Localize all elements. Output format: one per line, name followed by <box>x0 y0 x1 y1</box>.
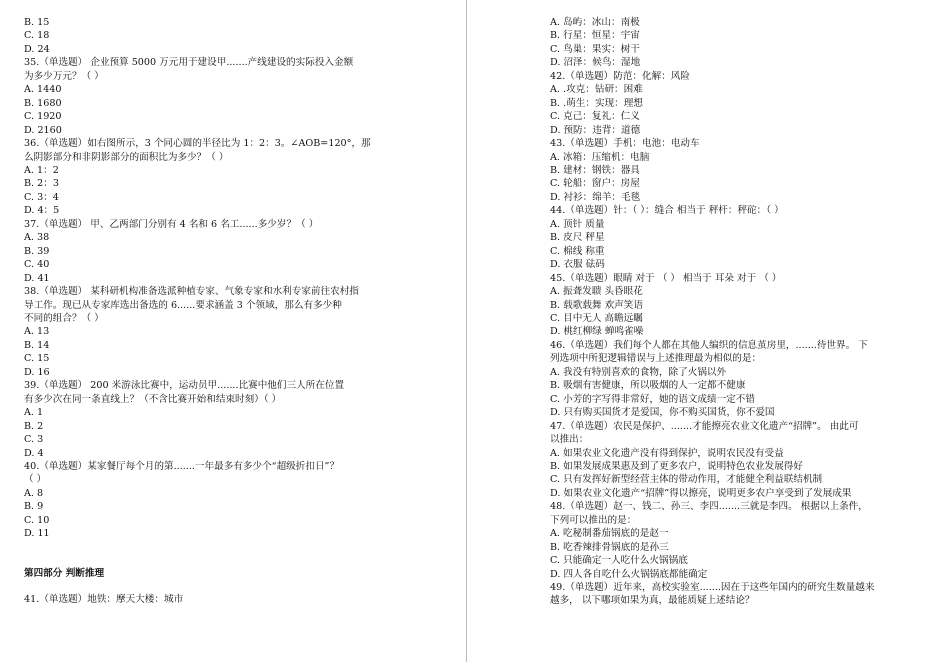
option: A. 顶针 质量 <box>550 218 605 230</box>
option: B. 吸烟有害健康，所以吸烟的人一定都不健康 <box>550 380 746 392</box>
option: A. 如果农业文化遗产没有得到保护，说明农民没有受益 <box>550 447 784 459</box>
option: C. 轮船：窗户：房屋 <box>550 178 640 190</box>
question-text: 47.（单选题）农民是保护、.......才能擦亮农业文化遗产“招牌”。 由此可 <box>550 420 859 432</box>
question-44 <box>550 204 902 271</box>
option: C. 克己：复礼：仁义 <box>550 111 640 123</box>
option: A. 冰箱：压缩机：电脑 <box>550 151 650 163</box>
question-46 <box>550 339 902 420</box>
question-text: 43.（单选题）手机：电池：电动车 <box>550 138 700 150</box>
option: D. 预防：违背：道德 <box>550 124 641 136</box>
question-41 <box>24 593 396 606</box>
question-text: 么阴影部分和非阴影部分的面积比为多少？（ ） <box>24 151 229 163</box>
page-divider <box>466 0 467 662</box>
option: D. 24 <box>24 43 50 55</box>
option: A. 8 <box>24 487 44 499</box>
option: C. 18 <box>24 30 50 42</box>
question-47 <box>550 420 902 501</box>
option: D. 16 <box>24 366 50 378</box>
option: D. 2160 <box>24 124 62 136</box>
question-37 <box>24 218 396 285</box>
option: B. 1680 <box>24 97 62 109</box>
option: B. 2 <box>24 420 44 432</box>
question-text: 45.（单选题）眼睛 对于 （ ） 相当于 耳朵 对于 （ ） <box>550 272 782 284</box>
option: A. 1 <box>24 407 44 419</box>
section-title: 第四部分 判断推理 <box>24 567 105 579</box>
option: D. 如果农业文化遗产“招牌”得以擦亮，说明更多农户享受到了发展成果 <box>550 487 852 499</box>
left-column <box>24 16 396 607</box>
question-text: （ ） <box>24 474 47 486</box>
option: C. 3 <box>24 434 44 446</box>
option: C. 只有发挥好新型经营主体的带动作用，才能健全利益联结机制 <box>550 474 823 486</box>
question-text: 不同的组合？（ ） <box>24 312 104 324</box>
option: B. 如果发展成果惠及到了更多农户，说明特色农业发展得好 <box>550 460 803 472</box>
question-text: 35.（单选题） 企业预算 5000 万元用于建设甲.......产线建设的实际投入金额 <box>24 57 354 69</box>
option: C. 1920 <box>24 111 62 123</box>
option: D. 4：5 <box>24 205 60 217</box>
option: B. 39 <box>24 245 50 257</box>
option: B. 行星：恒星：宇宙 <box>550 30 640 42</box>
question-36 <box>24 137 396 218</box>
question-text: 39.（单选题） 200 米游泳比赛中，运动员甲.......比赛中他们三人所在位置 <box>24 380 345 392</box>
question-text: 列选项中所犯逻辑错误与上述推理最为相似的是： <box>550 353 762 365</box>
option: B. .萌生：实现：理想 <box>550 97 643 109</box>
option: A. 13 <box>24 326 50 338</box>
option: D. 衬衫：绵羊：毛毯 <box>550 191 641 203</box>
spacer <box>24 580 396 593</box>
option: D. 41 <box>24 272 50 284</box>
option: A. 1440 <box>24 84 62 96</box>
question-text: 41.（单选题）地铁：摩天大楼：城市 <box>24 594 184 606</box>
question-text: 以推出： <box>550 434 589 446</box>
option: B. 9 <box>24 501 44 513</box>
option: C. 棉线 称重 <box>550 245 605 257</box>
question-text: 38.（单选题） 某科研机构准备选派种植专家、气象专家和水利专家前往农村指 <box>24 286 359 298</box>
question-45 <box>550 272 902 339</box>
question-48 <box>550 500 902 581</box>
question-text: 下列可以推出的是： <box>550 514 637 526</box>
question-40 <box>24 460 396 541</box>
question-text: 44.（单选题）针：（ ）：缝合 相当于 秤杆：秤砣：（ ） <box>550 205 784 217</box>
question-text: 越多， 以下哪项如果为真，最能质疑上述结论？ <box>550 595 755 607</box>
option: C. 目中无人 高瞻远瞩 <box>550 312 643 324</box>
option: D. 桃红柳绿 蝉鸣雀噪 <box>550 326 644 338</box>
option: B. 吃香辣排骨锅底的是孙三 <box>550 541 669 553</box>
question-text: 42.（单选题）防范：化解：风险 <box>550 70 690 82</box>
option: B. 皮尺 秤星 <box>550 232 605 244</box>
question-text: 导工作。现已从专家库选出备选的 6......要求涵盖 3 个领域，那么有多少种 <box>24 299 342 311</box>
option: D. 4 <box>24 447 44 459</box>
option: C. 10 <box>24 514 50 526</box>
option: A. 吃秘制番茄锅底的是赵一 <box>550 528 669 540</box>
right-column <box>550 16 902 608</box>
option: C. 小芳的字写得非常好，她的语文成绩一定不错 <box>550 393 755 405</box>
right-page <box>468 0 935 662</box>
question-text: 为多少万元？（ ） <box>24 70 104 82</box>
option: A. 我没有特别喜欢的食物，除了火锅以外 <box>550 366 727 378</box>
question-42 <box>550 70 902 137</box>
option: B. 14 <box>24 339 50 351</box>
option: A. 岛屿：冰山：南极 <box>550 17 640 28</box>
question-text: 46.（单选题）我们每个人都在其他人编织的信息茧房里，.......待世界。 下 <box>550 339 868 351</box>
option: C. 40 <box>24 259 50 271</box>
option: A. 振聋发聩 头昏眼花 <box>550 286 643 298</box>
option: B. 2：3 <box>24 178 59 190</box>
left-page <box>0 0 466 662</box>
option: C. 鸟巢：果实：树干 <box>550 43 640 55</box>
option-list-q34 <box>24 16 396 56</box>
question-39 <box>24 379 396 460</box>
question-38 <box>24 285 396 379</box>
option: C. 只能确定一人吃什么火锅锅底 <box>550 555 688 567</box>
option: D. 衣服 砝码 <box>550 259 605 271</box>
question-text: 有多少次在同一条直线上？（不含比赛开始和结束时刻）（ ） <box>24 393 282 405</box>
question-text: 37.（单选题） 甲、乙两部门分别有 4 名和 6 名工......多少岁？（ ） <box>24 218 319 230</box>
question-35 <box>24 56 396 137</box>
question-text: 48.（单选题）赵一、钱二、孙三、李四.......三就是李四。 根据以上条件， <box>550 501 868 513</box>
question-43 <box>550 137 902 204</box>
option: A. 38 <box>24 232 50 244</box>
question-49 <box>550 581 902 608</box>
question-text: 36.（单选题）如右图所示，3 个同心圆的半径比为 1：2：3。∠AOB=120°，那 <box>24 138 371 150</box>
option-list-q41 <box>550 16 902 70</box>
option: A. .攻克：钻研：困难 <box>550 84 643 96</box>
spacer <box>24 541 396 567</box>
option: A. 1：2 <box>24 164 59 176</box>
option: D. 只有购买国货才是爱国，你不购买国货，你不爱国 <box>550 407 775 419</box>
question-text: 49.（单选题）近年来，高校实验室.......因在于这些年国内的研究生数量越来 <box>550 582 875 594</box>
option: C. 15 <box>24 353 50 365</box>
option: D. 沼泽：候鸟：湿地 <box>550 57 641 69</box>
option: B. 15 <box>24 17 50 28</box>
option: D. 11 <box>24 528 50 540</box>
question-text: 40.（单选题）某家餐厅每个月的第.......一年最多有多少个“超级折扣日”？ <box>24 460 340 472</box>
option: B. 载歌载舞 欢声笑语 <box>550 299 643 311</box>
option: D. 四人各自吃什么火锅锅底都能确定 <box>550 568 708 580</box>
option: B. 建材：钢铁：器具 <box>550 164 640 176</box>
option: C. 3：4 <box>24 191 59 203</box>
